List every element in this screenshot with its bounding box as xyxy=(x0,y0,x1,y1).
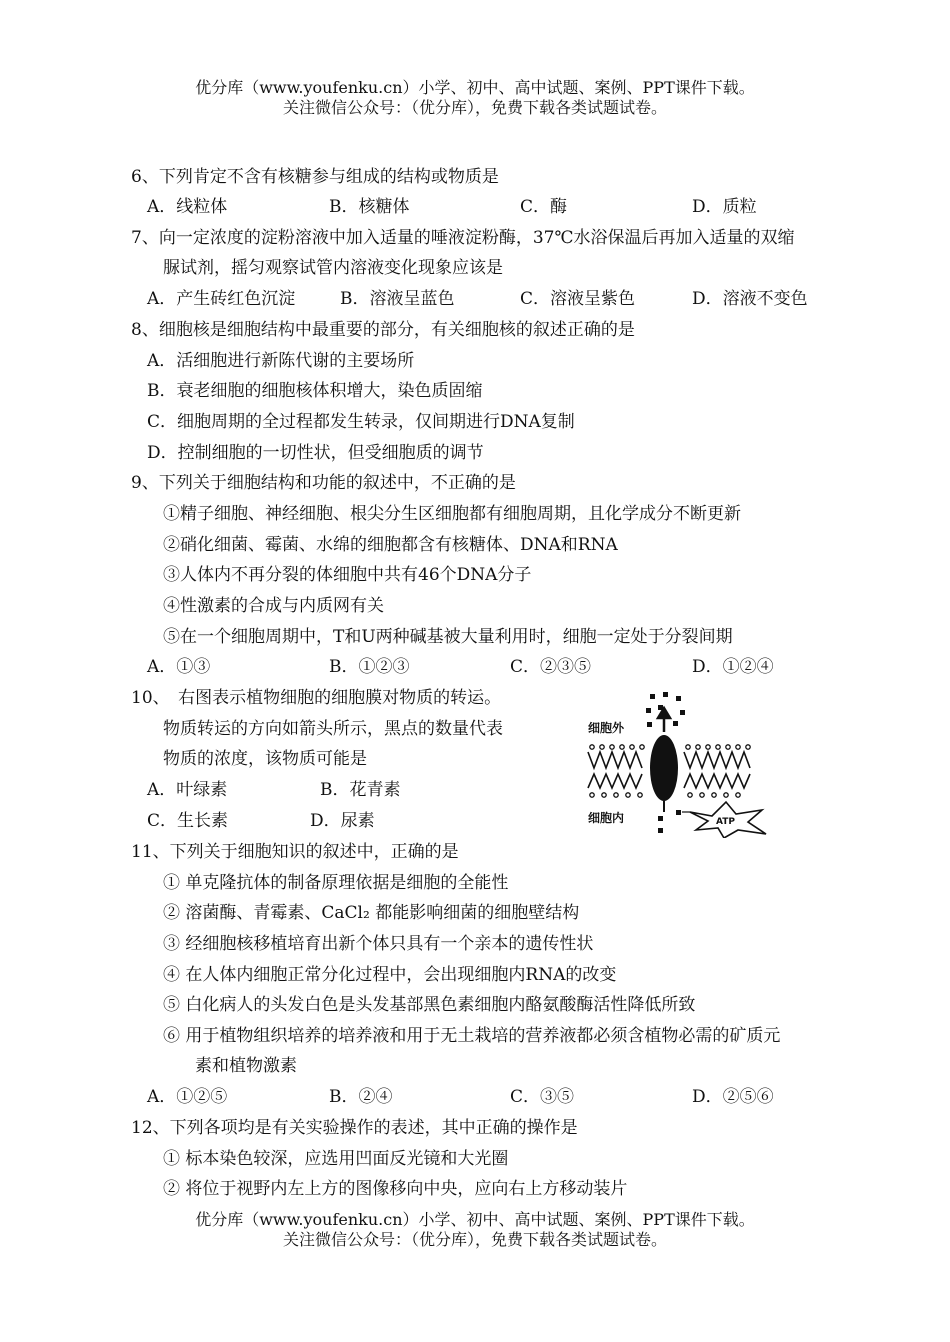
header-line-2: 关注微信公众号：（优分库），免费下载各类试题试卷。 xyxy=(282,98,667,117)
q10-option-d: D．尿素 xyxy=(310,811,375,831)
q11-item-3: ③ 经细胞核移植培育出新个体只具有一个亲本的遗传性状 xyxy=(163,934,594,954)
q6-option-b: B．核糖体 xyxy=(329,197,410,217)
q9-option-d: D．①②④ xyxy=(692,657,774,677)
q11-item-1: ① 单克隆抗体的制备原理依据是细胞的全能性 xyxy=(163,873,509,893)
arrow-up-icon xyxy=(658,708,670,732)
q10-option-a: A．叶绿素 xyxy=(147,780,228,800)
q9-option-a: A．①③ xyxy=(147,657,211,677)
q11-item-2: ② 溶菌酶、青霉素、CaCl₂ 都能影响细菌的细胞壁结构 xyxy=(163,903,580,923)
carrier-protein xyxy=(650,735,678,801)
q11-item-6-cont: 素和植物激素 xyxy=(195,1056,297,1076)
q9-item-3: ③人体内不再分裂的体细胞中共有46个DNA分子 xyxy=(163,565,532,585)
q7-option-a: A．产生砖红色沉淀 xyxy=(147,289,296,309)
q11-item-4: ④ 在人体内细胞正常分化过程中，会出现细胞内RNA的改变 xyxy=(163,965,617,985)
q9-option-b: B．①②③ xyxy=(329,657,410,677)
cell-inside-label: 细胞内 xyxy=(588,811,625,825)
q7-stem-1: 7、向一定浓度的淀粉溶液中加入适量的唾液淀粉酶，37℃水浴保温后再加入适量的双缩 xyxy=(131,228,795,248)
q10-option-c: C．生长素 xyxy=(147,811,229,831)
q12-item-2: ② 将位于视野内左上方的图像移向中央，应向右上方移动装片 xyxy=(163,1179,628,1199)
q11-option-d: D．②⑤⑥ xyxy=(692,1087,774,1107)
q8-option-a: A．活细胞进行新陈代谢的主要场所 xyxy=(147,351,415,371)
membrane-transport-figure xyxy=(586,688,796,838)
q8-option-b: B．衰老细胞的细胞核体积增大，染色质固缩 xyxy=(147,381,483,401)
inside-dots xyxy=(658,810,681,833)
q10-option-b: B．花青素 xyxy=(320,780,401,800)
q10-stem-3: 物质的浓度，该物质可能是 xyxy=(163,749,367,769)
footer-line-2: 关注微信公众号：（优分库），免费下载各类试题试卷。 xyxy=(282,1230,667,1249)
q11-option-a: A．①②⑤ xyxy=(147,1087,228,1107)
q9-item-2: ②硝化细菌、霉菌、水绵的细胞都含有核糖体、DNA和RNA xyxy=(163,535,618,555)
q9-option-c: C．②③⑤ xyxy=(510,657,592,677)
q7-option-b: B．溶液呈蓝色 xyxy=(340,289,455,309)
q6-stem: 6、下列肯定不含有核糖参与组成的结构或物质是 xyxy=(131,167,499,187)
q11-option-b: B．②④ xyxy=(329,1087,393,1107)
q9-stem: 9、下列关于细胞结构和功能的叙述中，不正确的是 xyxy=(131,473,516,493)
header-line-1: 优分库（www.youfenku.cn）小学、初中、高中试题、案例、PPT课件下载。 xyxy=(195,78,755,97)
q12-item-1: ① 标本染色较深，应选用凹面反光镜和大光圈 xyxy=(163,1149,509,1169)
q9-item-5: ⑤在一个细胞周期中，T和U两种碱基被大量利用时，细胞一定处于分裂间期 xyxy=(163,627,733,647)
q6-option-c: C．酶 xyxy=(520,197,568,217)
q10-stem-2: 物质转运的方向如箭头所示，黑点的数量代表 xyxy=(163,719,503,739)
q6-option-d: D．质粒 xyxy=(692,197,757,217)
q6-option-a: A．线粒体 xyxy=(147,197,228,217)
q8-option-c: C．细胞周期的全过程都发生转录，仅间期进行DNA复制 xyxy=(147,412,575,432)
q7-option-d: D．溶液不变色 xyxy=(692,289,808,309)
q10-stem-1: 10、 右图表示植物细胞的细胞膜对物质的转运。 xyxy=(131,688,502,708)
q8-stem: 8、细胞核是细胞结构中最重要的部分，有关细胞核的叙述正确的是 xyxy=(131,320,635,340)
q7-stem-2: 脲试剂，摇匀观察试管内溶液变化现象应该是 xyxy=(163,258,503,278)
q11-item-6: ⑥ 用于植物组织培养的培养液和用于无土栽培的营养液都必须含植物必需的矿质元 xyxy=(163,1026,781,1046)
footer-line-1: 优分库（www.youfenku.cn）小学、初中、高中试题、案例、PPT课件下载。 xyxy=(195,1210,755,1229)
q7-option-c: C．溶液呈紫色 xyxy=(520,289,636,309)
q8-option-d: D．控制细胞的一切性状，但受细胞质的调节 xyxy=(147,443,484,463)
q9-item-1: ①精子细胞、神经细胞、根尖分生区细胞都有细胞周期，且化学成分不断更新 xyxy=(163,504,741,524)
q11-stem: 11、下列关于细胞知识的叙述中，正确的是 xyxy=(131,842,459,862)
q9-item-4: ④性激素的合成与内质网有关 xyxy=(163,596,384,616)
q12-stem: 12、下列各项均是有关实验操作的表述，其中正确的操作是 xyxy=(131,1118,578,1138)
cell-outside-label: 细胞外 xyxy=(588,721,625,735)
q11-item-5: ⑤ 白化病人的头发白色是头发基部黑色素细胞内酪氨酸酶活性降低所致 xyxy=(163,995,696,1015)
atp-label: ATP xyxy=(716,817,736,827)
q11-option-c: C．③⑤ xyxy=(510,1087,575,1107)
